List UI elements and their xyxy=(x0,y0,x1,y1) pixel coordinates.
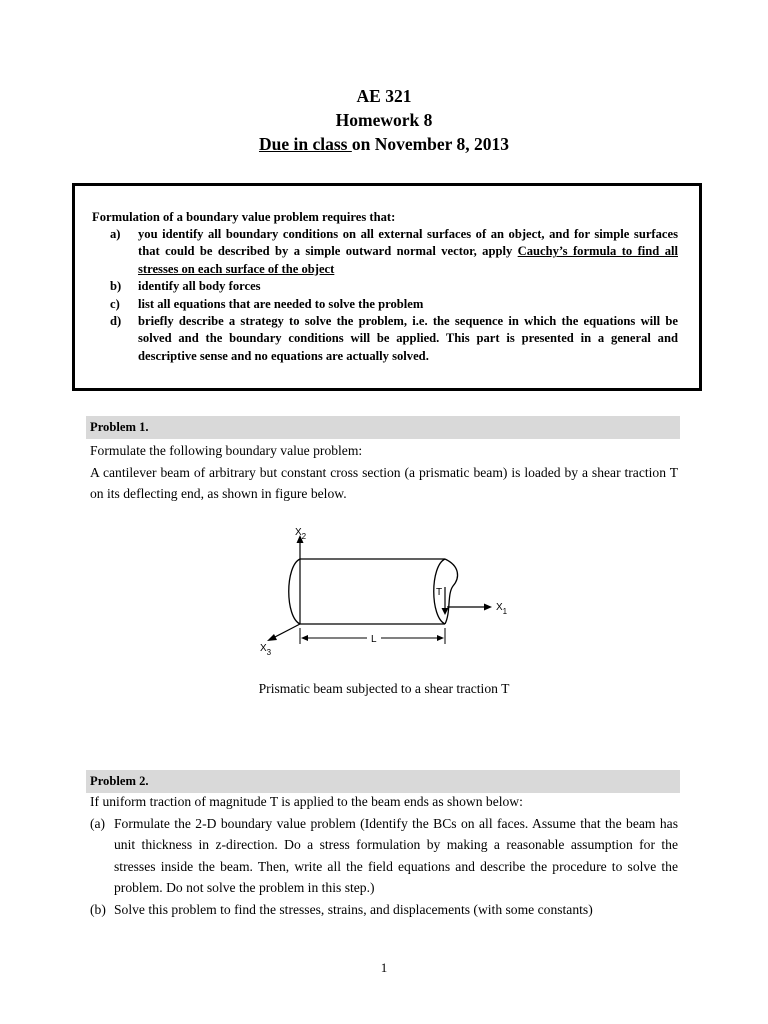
requirement-text: list all equations that are needed to solve the problem xyxy=(138,296,424,311)
homework-title: Homework 8 xyxy=(335,110,433,130)
figure-caption: Prismatic beam subjected to a shear traction T xyxy=(258,681,510,696)
requirement-item-b xyxy=(110,278,678,295)
problem-1-heading: Problem 1. xyxy=(86,416,680,439)
requirements-box xyxy=(72,183,702,391)
problem-1-text xyxy=(90,440,678,505)
part-text: Solve this problem to find the stresses, strains, and displacements (with some constants) xyxy=(114,901,593,917)
problem-2-text xyxy=(90,791,678,920)
due-date: on November 8, 2013 xyxy=(351,134,510,154)
problem-2-heading: Problem 2. xyxy=(86,770,680,793)
requirements-intro: Formulation of a boundary value problem requires that: xyxy=(92,210,396,224)
requirements-list xyxy=(110,226,678,365)
requirement-letter: d) xyxy=(110,314,122,329)
requirement-item-c xyxy=(110,296,678,313)
problem-1-line-1: Formulate the following boundary value problem: xyxy=(90,443,363,458)
requirement-letter: a) xyxy=(110,227,121,241)
length-label: L xyxy=(371,634,377,645)
requirement-letter: c) xyxy=(110,296,120,311)
requirement-text-underlined: Cauchy’s formula to find all stresses on each surface of the object xyxy=(138,244,678,276)
course-title: AE 321 xyxy=(356,86,412,106)
requirement-text: identify all body forces xyxy=(138,279,261,294)
due-in-class: Due in class xyxy=(258,134,352,154)
part-label: (b) xyxy=(90,901,106,917)
part-label: (a) xyxy=(90,815,106,831)
requirement-text: you identify all boundary conditions on all external surfaces of an object, and for simple surfaces that could be described by a simple outward normal vector, apply xyxy=(138,227,678,259)
part-text: Formulate the 2-D boundary value problem (Identify the BCs on all faces. Assume that the beam has unit thickness in z-direction. Do a stress formulation by making a reasonable assumption for the stresses inside the beam. Then, write all the field equations and describe the procedure to solve the problem. Do not solve the problem in this step.) xyxy=(114,815,678,895)
prismatic-beam-figure xyxy=(255,524,525,664)
traction-label: T xyxy=(436,587,443,598)
problem-1-line-2: A cantilever beam of arbitrary but constant cross section (a prismatic beam) is loaded by a shear traction T on its deflecting end, as shown in figure below. xyxy=(90,464,678,501)
x2-axis-label: $X_2$ xyxy=(295,527,307,541)
due-date-line xyxy=(0,134,768,155)
page-number: 1 xyxy=(380,960,388,975)
requirement-letter: b) xyxy=(110,279,122,294)
problem-2-part-b xyxy=(90,899,678,921)
requirement-text: briefly describe a strategy to solve the problem, i.e. the sequence in which the equations will be solved and the boundary conditions will be applied. This part is presented in a general and descriptive sense and no equations are actually solved. xyxy=(138,314,678,363)
requirement-item-d xyxy=(110,313,678,365)
problem-2-part-a xyxy=(90,813,678,899)
x1-axis-label: $X_1$ xyxy=(496,602,508,616)
x3-axis-label: $X_3$ xyxy=(260,643,272,657)
requirement-item-a xyxy=(110,226,678,278)
problem-2-line-1: If uniform traction of magnitude T is applied to the beam ends as shown below: xyxy=(90,794,523,809)
